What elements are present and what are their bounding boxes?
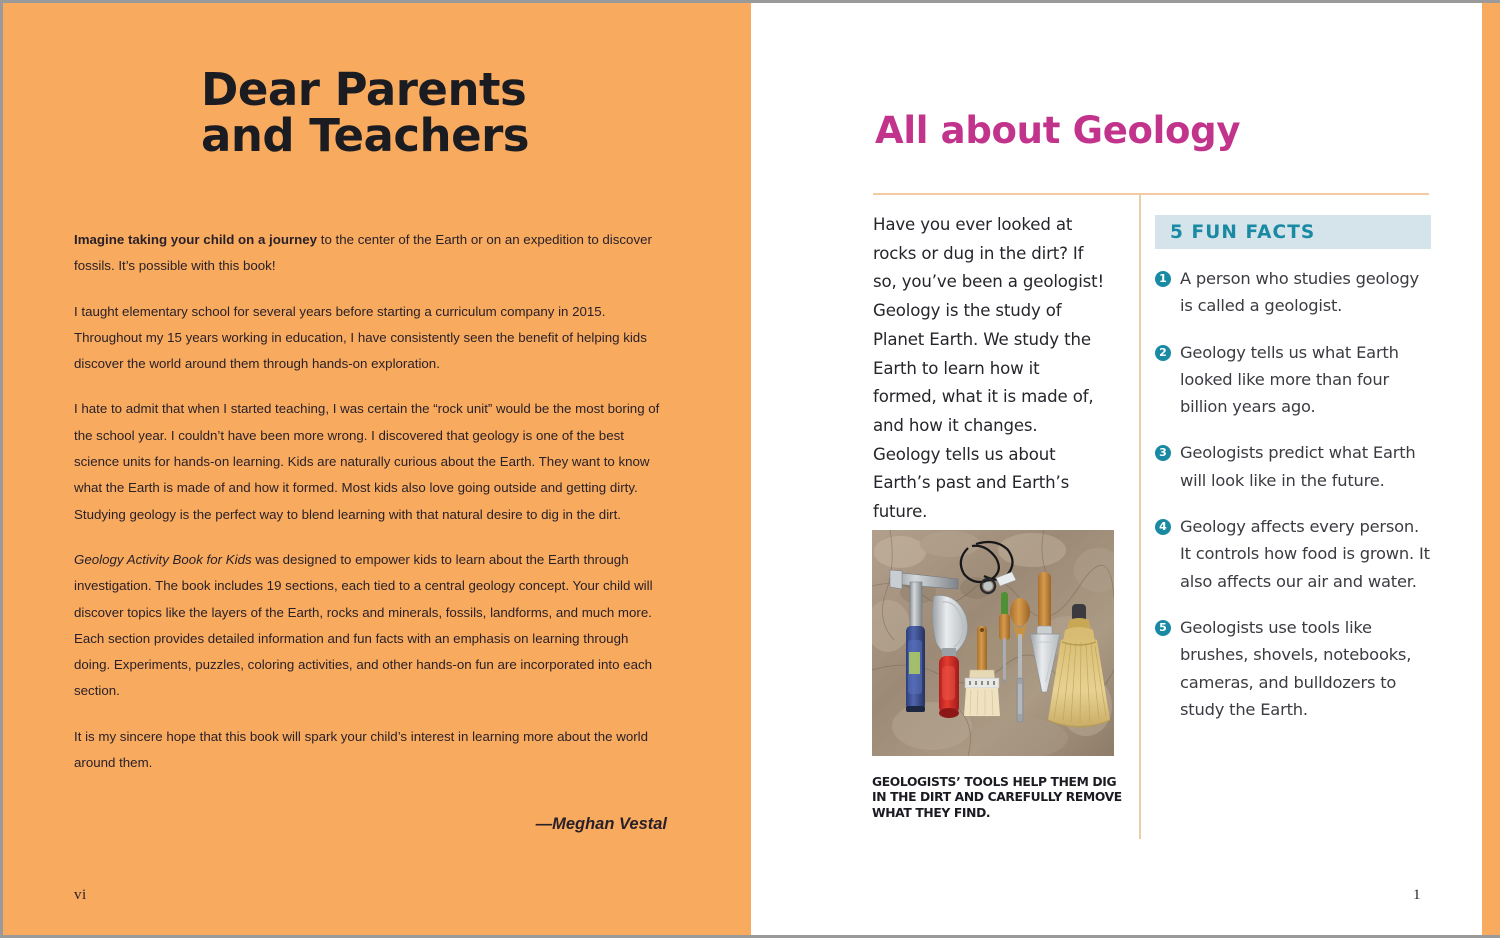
letter-paragraph-2: I taught elementary school for several years before starting a curriculum company in 2015. Throughout my 15 years working in education, I have consistently seen the benefit of helping kids discover the world around them through hands-on exploration. bbox=[74, 303, 647, 372]
intro-column bbox=[873, 211, 1105, 527]
geology-tools-photo bbox=[872, 530, 1114, 756]
fun-fact-item bbox=[1155, 265, 1431, 320]
fun-fact-item bbox=[1155, 614, 1431, 723]
photo-caption-line-1: GEOLOGISTS’ TOOLS HELP THEM DIG bbox=[872, 775, 1117, 789]
intro-paragraph: Have you ever looked at rocks or dug in the dirt? If so, you’ve been a geologist! Geology is the study of Planet Earth. We study the Earth to learn how it formed, what it is made of, and how it changes. Geology tells us about Earth’s past and Earth’s future. bbox=[873, 215, 1105, 522]
page-title-line-2: and Teachers bbox=[201, 108, 530, 162]
fun-fact-number-badge: 1 bbox=[1155, 271, 1171, 287]
fun-fact-text: Geology tells us what Earth looked like more than four billion years ago. bbox=[1180, 342, 1399, 417]
page-title-line-1: Dear Parents bbox=[201, 63, 527, 116]
letter-paragraph-3: I hate to admit that when I started teaching, I was certain the “rock unit” would be the most boring of the school year. I couldn’t have been more wrong. I discovered that geology is one of the best science units for hands-on learning. Kids are naturally curious about the Earth. They want to know what the Earth is made of and how it formed. Most kids also love going outside and getting dirty. Studying geology is the perfect way to blend learning with that natural desire to dig in the dirt. bbox=[74, 401, 660, 522]
fun-fact-number-badge: 2 bbox=[1155, 345, 1171, 361]
fun-facts-panel bbox=[1155, 215, 1431, 742]
letter-paragraph-1-rest: to the center of the Earth or on an expedition to discover fossils. It’s possible with this book! bbox=[74, 232, 652, 274]
fun-fact-number-badge: 3 bbox=[1155, 445, 1171, 461]
photo-caption-line-2: IN THE DIRT AND CAREFULLY REMOVE bbox=[872, 790, 1122, 805]
fun-fact-item bbox=[1155, 513, 1431, 595]
fun-fact-text: A person who studies geology is called a geologist. bbox=[1180, 269, 1419, 316]
horizontal-divider-rule bbox=[873, 193, 1429, 195]
left-page bbox=[3, 3, 751, 938]
book-title-italic: Geology Activity Book for Kids bbox=[74, 551, 252, 567]
fun-facts-banner bbox=[1155, 215, 1431, 249]
fun-fact-text: Geologists use tools like brushes, shovels, notebooks, cameras, and bulldozers to study the Earth. bbox=[1180, 617, 1412, 719]
fun-fact-item bbox=[1155, 439, 1431, 494]
photo-caption-line-3: WHAT THEY FIND. bbox=[872, 805, 991, 820]
author-signature: —Meghan Vestal bbox=[535, 815, 667, 833]
page-title-dear-parents bbox=[201, 63, 671, 162]
fun-fact-text: Geologists predict what Earth will look like in the future. bbox=[1180, 443, 1416, 490]
letter-paragraph-4 bbox=[74, 547, 667, 705]
right-page bbox=[751, 3, 1500, 938]
fun-fact-item bbox=[1155, 339, 1431, 421]
letter-lead-in: Imagine taking your child on a journey bbox=[74, 232, 318, 247]
fun-fact-number-badge: 5 bbox=[1155, 620, 1171, 636]
fun-facts-banner-label: 5 FUN FACTS bbox=[1170, 221, 1316, 243]
fun-fact-number-badge: 4 bbox=[1155, 519, 1171, 535]
page-number-right: 1 bbox=[1413, 887, 1421, 903]
letter-paragraph-4-rest: was designed to empower kids to learn about the Earth through investigation. The book includes 19 sections, each tied to a central geology concept. Your child will discover topics like the layers of the Earth, rocks and minerals, fossils, landforms, and much more. Each section provides detailed information and fun facts with an emphasis on learning through doing. Experiments, puzzles, coloring activities, and other hands-on fun are incorporated into each section. bbox=[74, 551, 653, 699]
section-title-all-about-geology: All about Geology bbox=[875, 109, 1241, 152]
fun-fact-text: Geology affects every person. It controls how food is grown. It also affects our air and water. bbox=[1180, 517, 1430, 591]
photo-caption bbox=[872, 775, 1122, 821]
letter-paragraph-5: It is my sincere hope that this book will spark your child’s interest in learning more about the world around them. bbox=[74, 728, 649, 771]
letter-body bbox=[74, 227, 667, 795]
letter-paragraph-1 bbox=[74, 227, 667, 280]
page-edge-strip bbox=[1482, 3, 1500, 938]
page-number-left: vi bbox=[74, 887, 87, 903]
vertical-divider-rule bbox=[1139, 195, 1141, 839]
